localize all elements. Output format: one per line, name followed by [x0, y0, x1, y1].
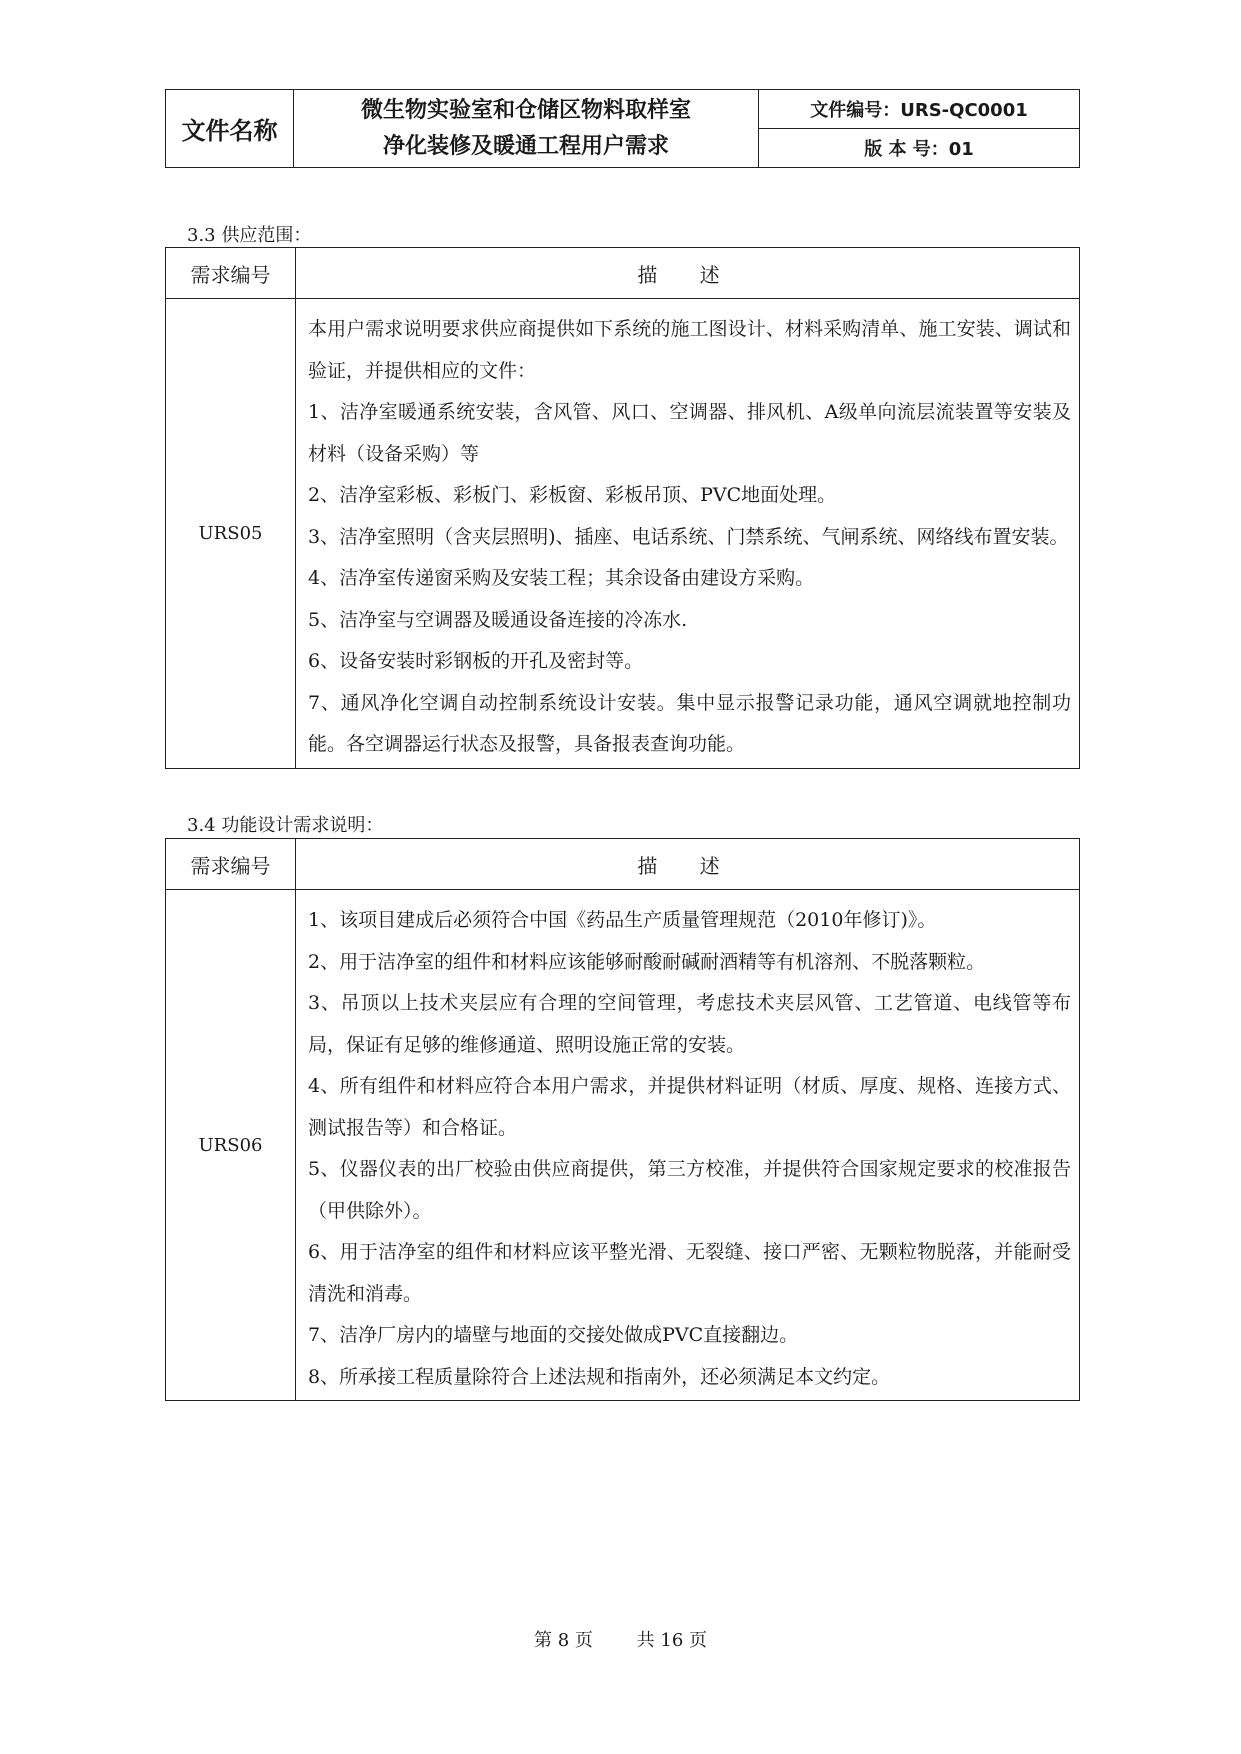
column-header-id: 需求编号 — [166, 839, 296, 889]
column-header-description: 描 述 — [637, 262, 738, 287]
requirement-table-urs05 — [165, 247, 1080, 769]
table-header-row — [166, 839, 1079, 890]
description-paragraph: 4、所有组件和材料应符合本用户需求，并提供材料证明（材质、厚度、规格、连接方式、测试报告等）和合格证。 — [308, 1075, 1071, 1139]
section-heading-3-4: 3.4 功能设计需求说明： — [187, 815, 384, 836]
description-paragraph: 8、所承接工程质量除符合上述法规和指南外，还必须满足本文约定。 — [308, 1365, 891, 1388]
requirement-id: URS06 — [166, 890, 296, 1400]
document-header-table — [165, 89, 1080, 168]
document-number: 文件编号：URS-QC0001 — [810, 100, 1028, 121]
table-row — [166, 890, 1079, 1400]
description-paragraph: 2、洁净室彩板、彩板门、彩板窗、彩板吊顶、PVC地面处理。 — [308, 484, 837, 506]
document-title-line-2: 净化装修及暖通工程用户需求 — [382, 133, 669, 159]
description-paragraph: 5、仪器仪表的出厂校验由供应商提供，第三方校准，并提供符合国家规定要求的校准报告（甲供除外）。 — [308, 1158, 1071, 1222]
description-paragraph: 6、设备安装时彩钢板的开孔及密封等。 — [308, 650, 644, 672]
description-paragraph: 5、洁净室与空调器及暖通设备连接的冷冻水. — [308, 608, 688, 631]
requirement-table-urs06 — [165, 838, 1080, 1401]
page-number: 第 8 页 — [534, 1630, 593, 1651]
description-paragraph: 3、吊顶以上技术夹层应有合理的空间管理，考虑技术夹层风管、工艺管道、电线管等布局，保证有足够的维修通道、照明设施正常的安装。 — [308, 992, 1071, 1056]
file-name-label: 文件名称 — [166, 90, 294, 167]
description-paragraph: 1、该项目建成后必须符合中国《药品生产质量管理规范（2010年修订)》。 — [308, 909, 937, 931]
page-total: 共 16 页 — [636, 1630, 707, 1651]
description-paragraph: 7、通风净化空调自动控制系统设计安装。集中显示报警记录功能，通风空调就地控制功能。各空调器运行状态及报警，具备报表查询功能。 — [308, 691, 1071, 755]
table-row — [166, 299, 1079, 768]
table-header-row — [166, 248, 1079, 299]
description-paragraph: 1、洁净室暖通系统安装，含风管、风口、空调器、排风机、A级单向流层流装置等安装及材料（设备采购）等 — [308, 401, 1071, 465]
description-paragraph: 4、洁净室传递窗采购及安装工程；其余设备由建设方采购。 — [308, 567, 815, 589]
requirement-description — [296, 890, 1079, 1400]
description-paragraph: 7、洁净厂房内的墙壁与地面的交接处做成PVC直接翻边。 — [308, 1324, 799, 1346]
column-header-id: 需求编号 — [166, 248, 296, 298]
requirement-description — [296, 299, 1079, 768]
section-heading-3-3: 3.3 供应范围： — [187, 225, 312, 246]
description-paragraph: 6、用于洁净室的组件和材料应该平整光滑、无裂缝、接口严密、无颗粒物脱落，并能耐受清洗和消毒。 — [308, 1241, 1071, 1305]
requirement-id: URS05 — [166, 299, 296, 768]
page-footer — [0, 1626, 1241, 1652]
document-meta — [759, 90, 1079, 167]
document-title — [294, 90, 759, 167]
version-number: 版 本 号：01 — [759, 128, 1079, 167]
column-header-description: 描 述 — [637, 853, 738, 878]
description-paragraph: 2、用于洁净室的组件和材料应该能够耐酸耐碱耐酒精等有机溶剂、不脱落颗粒。 — [308, 950, 986, 973]
description-paragraph: 3、洁净室照明（含夹层照明)、插座、电话系统、门禁系统、气闸系统、网络线布置安装。 — [308, 525, 1069, 548]
description-paragraph: 本用户需求说明要求供应商提供如下系统的施工图设计、材料采购清单、施工安装、调试和验证，并提供相应的文件： — [308, 318, 1071, 382]
document-title-line-1: 微生物实验室和仓储区物料取样室 — [360, 97, 691, 123]
